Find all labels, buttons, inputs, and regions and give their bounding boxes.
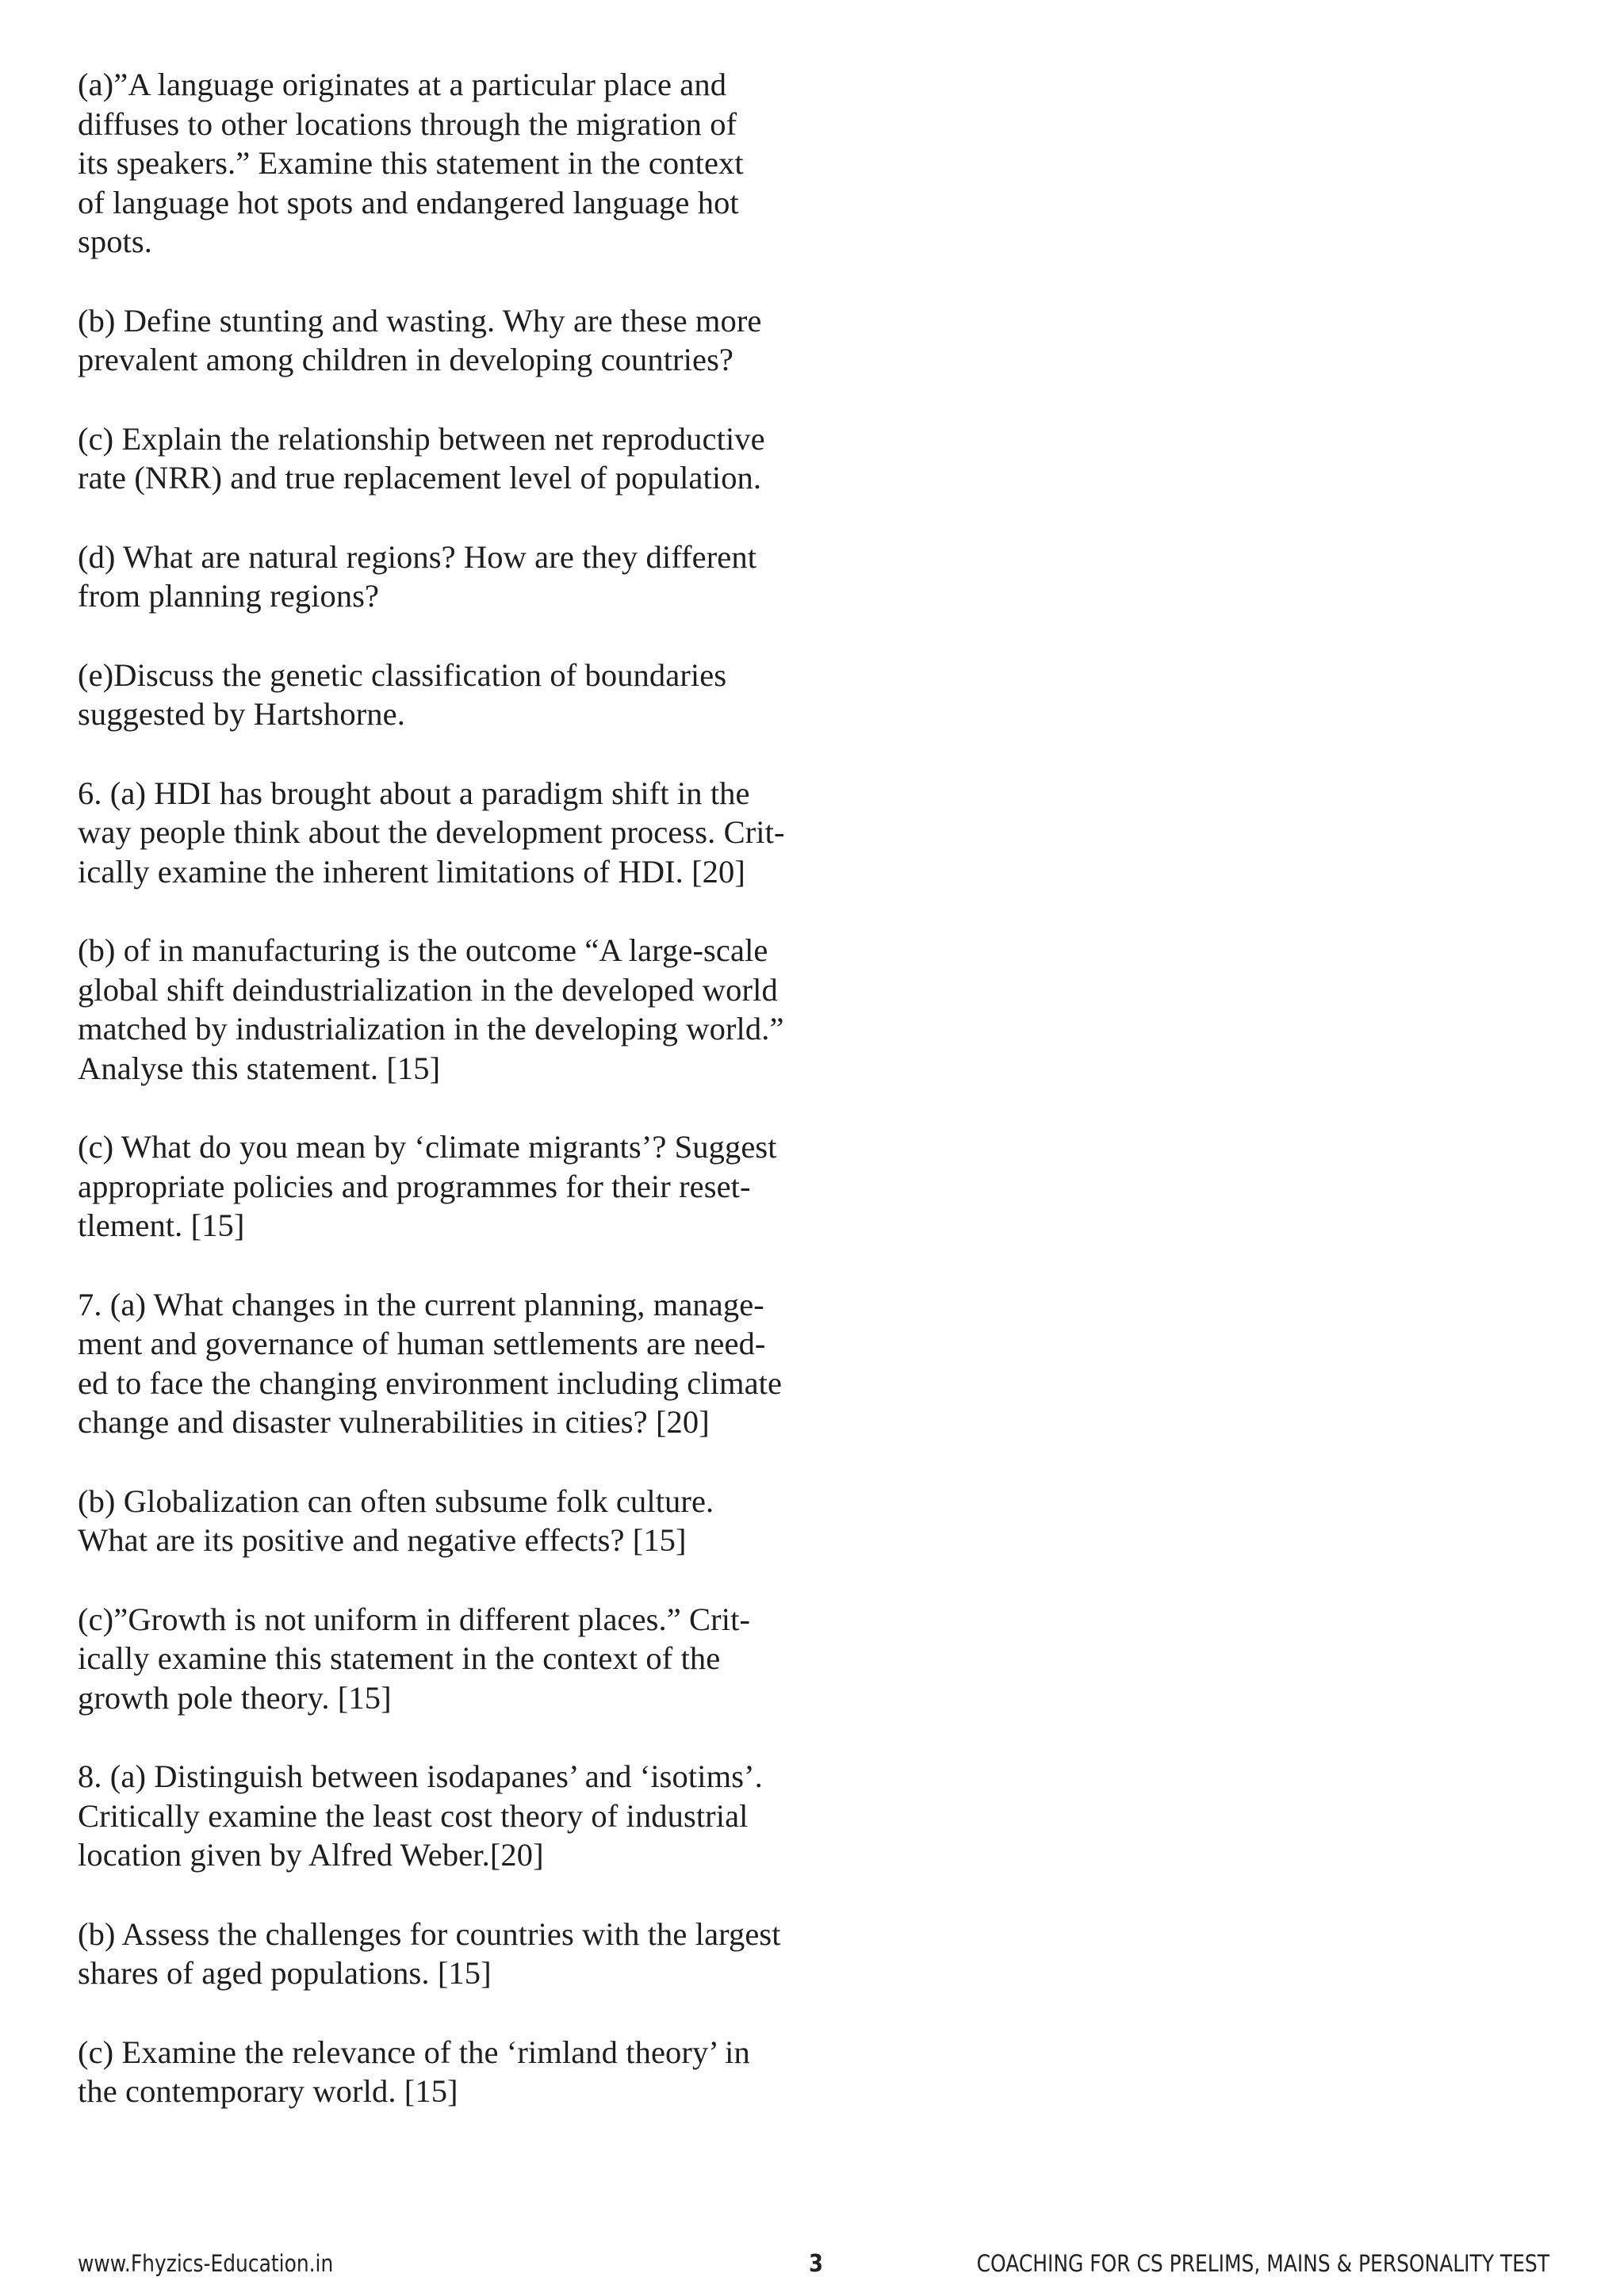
question-5b: (b) Define stunting and wasting. Why are these more prevalent among children in developing countries? bbox=[78, 302, 762, 377]
question-list bbox=[78, 65, 887, 2151]
page-number: 3 bbox=[809, 2250, 823, 2278]
footer-tagline: COACHING FOR CS PRELIMS, MAINS & PERSONALITY TEST bbox=[976, 2250, 1549, 2277]
question-7b: (b) Globalization can often subsume folk culture. What are its positive and negative effects? [15] bbox=[78, 1483, 714, 1558]
question-6b: (b) of in manufacturing is the outcome “A large-scale global shift deindustrialization in the developed world matched by industrialization in the developing world.” Analyse this statement. [15] bbox=[78, 932, 784, 1086]
question-8a: 8. (a) Distinguish between isodapanes’ and ‘isotims’. Critically examine the least cost theory of industrial location given by Alfred Weber.[20] bbox=[78, 1758, 763, 1873]
question-5a: (a)”A language originates at a particular place and diffuses to other locations through the migration of its speakers.” Examine this statement in the context of language hot spots and endangered language hot spots. bbox=[78, 67, 744, 259]
question-8c: (c) Examine the relevance of the ‘rimland theory’ in the contemporary world. [15] bbox=[78, 2034, 750, 2109]
question-5d: (d) What are natural regions? How are they different from planning regions? bbox=[78, 538, 757, 614]
footer-website: www.Fhyzics-Education.in bbox=[78, 2250, 334, 2277]
question-5e: (e)Discuss the genetic classification of boundaries suggested by Hartshorne. bbox=[78, 656, 727, 732]
question-6a: 6. (a) HDI has brought about a paradigm shift in the way people think about the development process. Crit- ically examine the inherent limitations of HDI. [20] bbox=[78, 775, 785, 890]
question-6c: (c) What do you mean by ‘climate migrants’? Suggest appropriate policies and programmes for their reset- tlement. [15] bbox=[78, 1129, 777, 1243]
question-5c: (c) Explain the relationship between net reproductive rate (NRR) and true replacement level of population. bbox=[78, 420, 765, 496]
question-7a: 7. (a) What changes in the current planning, manage- ment and governance of human settlements are need- ed to face the changing environment including climate change and disaster vulnerabilities in cities? [20] bbox=[78, 1286, 783, 1440]
page-footer bbox=[78, 2250, 1549, 2282]
question-8b: (b) Assess the challenges for countries with the largest shares of aged populations. [15] bbox=[78, 1915, 781, 1991]
question-7c: (c)”Growth is not uniform in different places.” Crit- ically examine this statement in the context of the growth pole theory. [15] bbox=[78, 1601, 751, 1716]
